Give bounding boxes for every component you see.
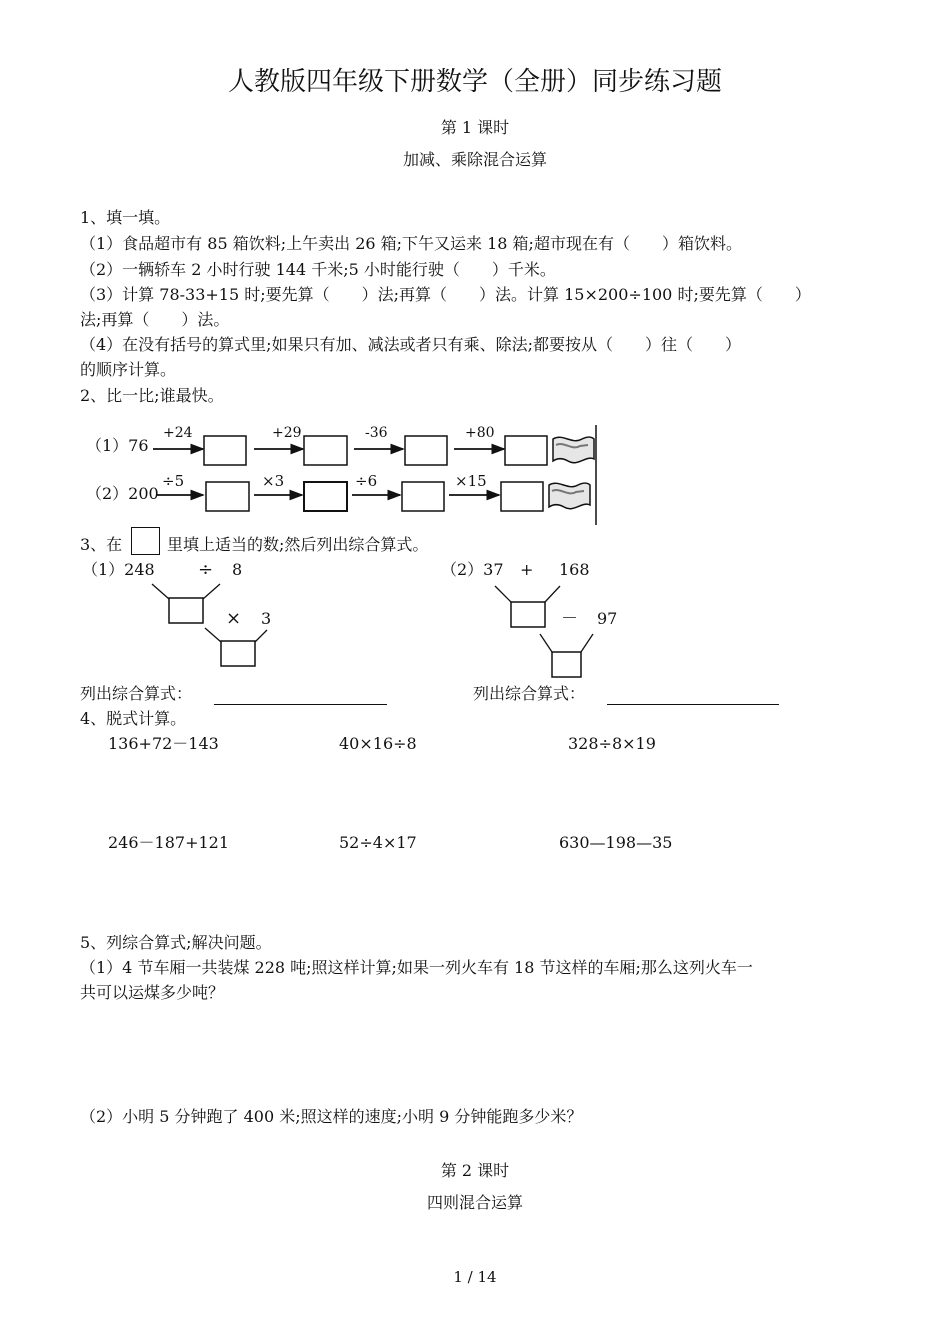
race1-box-2 (304, 436, 347, 465)
race2-start: （2）200 (86, 484, 159, 503)
race1-start: （1）76 (86, 436, 149, 455)
race2-op-4: ×15 (455, 472, 487, 490)
lesson-heading-2: 第 2 课时 (440, 1161, 510, 1180)
race2-op-2: ×3 (262, 472, 285, 490)
race2-op-1: ÷5 (162, 472, 185, 490)
race2-op-3: ÷6 (355, 472, 378, 490)
lesson-topic-2: 四则混合运算 (426, 1193, 523, 1212)
q3-heading: 里填上适当的数;然后列出综合算式。 (167, 535, 429, 554)
q1-heading: 1、填一填。 (80, 208, 171, 227)
q1-item-3: （3）计算 78-33+15 时;要先算（ ）法;再算（ ）法。计算 15×200÷100 时;要先算（ ） (80, 285, 811, 304)
race2-box-3 (402, 482, 444, 511)
race2-box-4 (501, 482, 543, 511)
finish-flag-icon (553, 437, 594, 463)
formula-label-1: 列出综合算式： (80, 684, 193, 703)
q5-heading: 5、列综合算式;解决问题。 (80, 933, 272, 952)
tree1-op2: × (226, 608, 242, 629)
page-title: 人教版四年级下册数学（全册）同步练习题 (227, 67, 722, 97)
tree2-box-1 (511, 602, 545, 627)
q5-problem-1-cont: 共可以运煤多少吨？ (80, 983, 225, 1002)
calc-expr-6: 630—198—35 (559, 833, 673, 852)
q4-heading: 4、脱式计算。 (80, 709, 187, 728)
tree1-box-2 (221, 641, 255, 666)
race-diagram (0, 415, 950, 530)
formula-answer-line-1[interactable] (214, 704, 387, 705)
q1-item-3-cont: 法;再算（ ）法。 (80, 310, 230, 329)
formula-label-2: 列出综合算式： (473, 684, 586, 703)
race1-box-4 (505, 436, 547, 465)
race1-op-3: -36 (365, 425, 388, 441)
calc-expr-1: 136+72－143 (108, 734, 219, 753)
race1-op-2: +29 (272, 425, 302, 441)
tree1-num2: 8 (232, 560, 243, 579)
answer-box-sample (131, 527, 160, 555)
calc-expr-5: 52÷4×17 (339, 833, 417, 852)
lesson-heading: 第 1 课时 (440, 118, 510, 137)
q2-heading: 2、比一比;谁最快。 (80, 386, 224, 405)
calc-expr-2: 40×16÷8 (339, 734, 417, 753)
page-number: 1 / 14 (453, 1268, 497, 1286)
race2-box-2 (304, 482, 347, 511)
tree1-op1: ÷ (198, 559, 214, 580)
q5-problem-1: （1）4 节车厢一共装煤 228 吨;照这样计算;如果一列火车有 18 节这样的车厢;那么这列火车一 (80, 958, 753, 977)
tree2-op2: － (561, 609, 578, 629)
q3-heading-prefix: 3、在 (80, 535, 123, 554)
tree2-num3: 97 (597, 609, 618, 628)
tree1-start: （1）248 (82, 560, 155, 579)
race1-op-1: +24 (163, 425, 193, 441)
formula-answer-line-2[interactable] (607, 704, 779, 705)
tree2-num2: 168 (559, 560, 590, 579)
calc-expr-3: 328÷8×19 (568, 734, 656, 753)
q1-item-4-cont: 的顺序计算。 (80, 360, 177, 379)
tree1-box-1 (169, 598, 203, 623)
tree2-box-2 (552, 652, 581, 677)
tree2-op1: + (520, 560, 534, 579)
lesson-topic: 加减、乘除混合运算 (402, 150, 547, 169)
race1-box-1 (204, 436, 246, 465)
tree-diagrams (0, 555, 950, 680)
tree2-start: （2）37 (441, 560, 504, 579)
tree1-num3: 3 (261, 609, 272, 628)
q1-item-1: （1）食品超市有 85 箱饮料;上午卖出 26 箱;下午又运来 18 箱;超市现在有（ ）箱饮料。 (80, 234, 742, 253)
race2-box-1 (206, 482, 249, 511)
calc-expr-4: 246－187+121 (108, 833, 230, 852)
finish-flag-icon (549, 483, 590, 509)
q1-item-4: （4）在没有括号的算式里;如果只有加、减法或者只有乘、除法;都要按从（ ）往（ ） (80, 335, 741, 354)
q1-item-2: （2）一辆轿车 2 小时行驶 144 千米;5 小时能行驶（ ）千米。 (80, 260, 556, 279)
race1-op-4: +80 (465, 425, 495, 441)
race1-box-3 (405, 436, 447, 465)
q5-problem-2: （2）小明 5 分钟跑了 400 米;照这样的速度;小明 9 分钟能跑多少米？ (80, 1107, 583, 1126)
